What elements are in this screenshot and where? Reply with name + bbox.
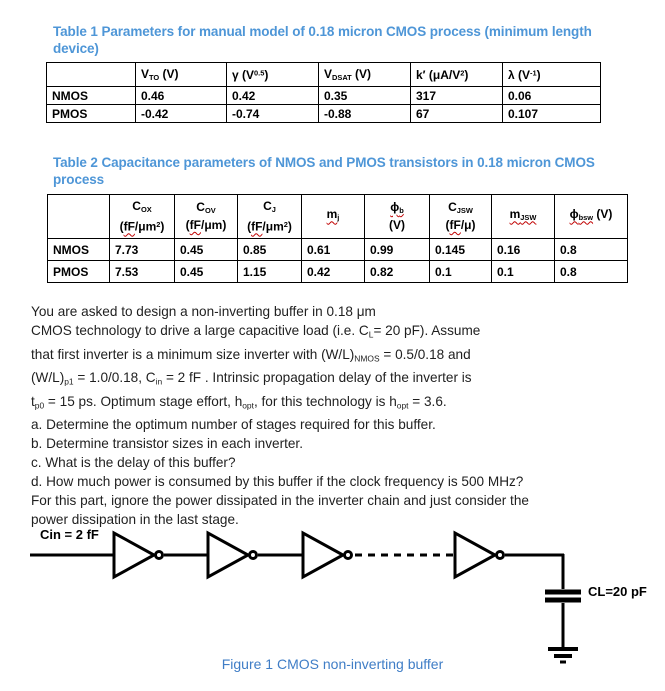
inverter-1 — [114, 533, 154, 577]
problem-line: For this part, ignore the power dissipated in the inverter chain and just consider the — [31, 493, 529, 509]
input-cap-label: Cin = 2 fF — [40, 527, 99, 542]
inverter-2 — [208, 533, 248, 577]
row-label-pmos: PMOS — [47, 105, 136, 123]
inverter-3-bubble — [345, 552, 352, 559]
table1-title: Table 1 Parameters for manual model of 0.18 micron CMOS process (minimum length device) — [53, 24, 592, 56]
problem-item-b: b. Determine transistor sizes in each inverter. — [31, 436, 303, 452]
table-cell: -0.42 — [136, 105, 227, 123]
table-cell: 0.82 — [365, 261, 430, 283]
load-cap-label: CL=20 pF — [588, 584, 647, 599]
row-label-nmos: NMOS — [47, 87, 136, 105]
table2-header-cjsw: $C_{JSW}$ (fF/μ) — [430, 195, 492, 239]
table-cell: 0.145 — [430, 239, 492, 261]
table2-header-phib: $\phi_b$ (V) — [365, 195, 430, 239]
table2-header-row — [48, 195, 628, 239]
row-label-pmos: PMOS — [48, 261, 110, 283]
table-cell: 0.42 — [227, 87, 319, 105]
problem-line: CMOS technology to drive a large capacitive load (i.e. $C_L= 20$ pF). Assume — [31, 323, 481, 340]
inverter-1-bubble — [156, 552, 163, 559]
inverter-2-bubble — [250, 552, 257, 559]
table-cell: 0.16 — [492, 239, 555, 261]
table2-header-mjsw: $m_{JSW}$ — [492, 195, 555, 239]
table-cell: 0.45 — [175, 239, 238, 261]
inverter-last — [455, 533, 495, 577]
problem-line: You are asked to design a non-inverting buffer in 0.18 μm — [31, 304, 376, 319]
table-cell: 67 — [411, 105, 503, 123]
table2-corner-cell — [48, 195, 110, 239]
table-cell: 0.61 — [302, 239, 365, 261]
table-cell: 0.8 — [555, 261, 628, 283]
table1-row-nmos — [47, 87, 601, 105]
table-cell: -0.88 — [319, 105, 411, 123]
table-cell: 0.42 — [302, 261, 365, 283]
table-cell: 0.35 — [319, 87, 411, 105]
table1-header-gamma: γ $(V^{0.5})$ — [227, 63, 319, 87]
table-cell: 7.53 — [110, 261, 175, 283]
table1-header-lambda: λ $(V^{-1})$ — [503, 63, 601, 87]
table1-header-vto: $V_{TO}$ (V) — [136, 63, 227, 87]
problem-statement — [31, 302, 529, 529]
table2-header-cj: $C_J$ $(fF/\mu m^2)$ — [238, 195, 302, 239]
row-label-nmos: NMOS — [48, 239, 110, 261]
table2-row-nmos — [48, 239, 628, 261]
inverter-3 — [303, 533, 343, 577]
figure1-caption: Figure 1 CMOS non-inverting buffer — [221, 656, 444, 672]
table1-parameters — [46, 62, 601, 123]
table2-header-mj: $m_j$ — [302, 195, 365, 239]
table-cell: 0.107 — [503, 105, 601, 123]
problem-line: $t_{p0} = 15$ ps. Optimum stage effort, $h_{opt}$, for this technology is $h_{opt} = 3.6$. — [31, 393, 447, 411]
table1-corner-cell — [47, 63, 136, 87]
table-cell: 0.06 — [503, 87, 601, 105]
table2-row-pmos — [48, 261, 628, 283]
table2-title: Table 2 Capacitance parameters of NMOS and PMOS transistors in 0.18 micron CMOS process — [53, 155, 595, 187]
table2-header-cox: $C_{OX}$ $(fF/\mu m^2)$ — [110, 195, 175, 239]
table2-header-phibsw: $\phi_{bsw}$ (V) — [555, 195, 628, 239]
figure1-circuit-diagram — [0, 515, 665, 665]
table-cell: 317 — [411, 87, 503, 105]
table1-header-vdsat: $V_{DSAT}$ (V) — [319, 63, 411, 87]
table-cell: 0.85 — [238, 239, 302, 261]
table1-row-pmos — [47, 105, 601, 123]
problem-item-d: d. How much power is consumed by this buffer if the clock frequency is 500 MHz? — [31, 474, 524, 490]
problem-line: $(W/L)_{p1} = 1.0/0.18$, $C_{in} = 2$ fF . Intrinsic propagation delay of the inverter is — [31, 370, 472, 387]
table-cell: 0.1 — [430, 261, 492, 283]
table2-capacitance — [47, 194, 628, 283]
table-cell: 7.73 — [110, 239, 175, 261]
problem-item-a: a. Determine the optimum number of stages required for this buffer. — [31, 417, 436, 433]
table-cell: 0.46 — [136, 87, 227, 105]
table-cell: 1.15 — [238, 261, 302, 283]
inverter-last-bubble — [497, 552, 504, 559]
table1-header-kprime: k′ $(\mu A/V^2)$ — [411, 63, 503, 87]
table2-header-cov: $C_{OV}$ (fF/μm) — [175, 195, 238, 239]
table-cell: 0.99 — [365, 239, 430, 261]
table-cell: 0.45 — [175, 261, 238, 283]
problem-line: that first inverter is a minimum size inverter with $(W/L)_{NMOS} = 0.5/0.18$ and — [31, 346, 471, 364]
problem-item-c: c. What is the delay of this buffer? — [31, 455, 236, 471]
table-cell: -0.74 — [227, 105, 319, 123]
problem-line: power dissipation in the last stage. — [31, 512, 239, 528]
table-cell: 0.8 — [555, 239, 628, 261]
table-cell: 0.1 — [492, 261, 555, 283]
table1-header-row — [47, 63, 601, 87]
